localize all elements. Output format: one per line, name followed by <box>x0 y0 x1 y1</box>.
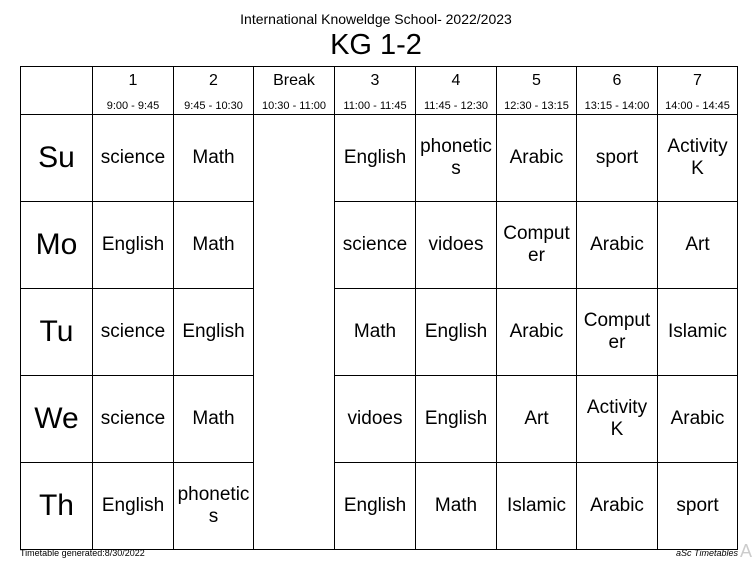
period-number: 2 <box>209 71 218 89</box>
lesson-cell: science <box>93 115 174 202</box>
lesson-cell: sport <box>658 463 738 550</box>
lesson-cell: Arabic <box>577 202 658 289</box>
break-label: Break <box>273 71 315 89</box>
break-column <box>254 115 335 550</box>
lesson-cell: Arabic <box>497 115 577 202</box>
lesson-cell <box>658 115 738 202</box>
lesson-cell: Islamic <box>658 289 738 376</box>
period-time: 12:30 - 13:15 <box>504 99 569 112</box>
lesson-cell: English <box>416 376 497 463</box>
lesson-cell <box>577 376 658 463</box>
period-time: 9:00 - 9:45 <box>106 99 160 112</box>
day-label: Mo <box>21 202 93 289</box>
lesson-cell <box>497 202 577 289</box>
period-header <box>174 67 254 115</box>
period-time: 11:45 - 12:30 <box>423 99 488 112</box>
lesson-cell: English <box>416 289 497 376</box>
class-title: KG 1-2 <box>330 29 422 61</box>
generated-date: Timetable generated:8/30/2022 <box>20 548 145 558</box>
school-title: International Knoweldge School- 2022/2023 <box>240 11 512 27</box>
lesson-line: er <box>608 332 626 353</box>
day-row-tu <box>21 289 738 376</box>
period-header <box>93 67 174 115</box>
day-row-th <box>21 463 738 550</box>
corner-cell <box>21 67 93 115</box>
lesson-line: s <box>451 158 461 179</box>
lesson-cell: Art <box>497 376 577 463</box>
lesson-cell: Art <box>658 202 738 289</box>
day-label: Su <box>21 115 93 202</box>
day-row-mo <box>21 202 738 289</box>
break-header <box>254 67 335 115</box>
period-time: 11:00 - 11:45 <box>343 99 407 112</box>
lesson-cell: vidoes <box>416 202 497 289</box>
lesson-cell: English <box>174 289 254 376</box>
lesson-cell: science <box>335 202 416 289</box>
lesson-cell: vidoes <box>335 376 416 463</box>
lesson-cell: Math <box>416 463 497 550</box>
lesson-cell: Islamic <box>497 463 577 550</box>
lesson-cell: English <box>335 463 416 550</box>
lesson-cell: science <box>93 289 174 376</box>
lesson-line: phonetic <box>420 136 492 157</box>
period-time: 13:15 - 14:00 <box>584 99 650 112</box>
lesson-cell: Arabic <box>577 463 658 550</box>
period-header <box>497 67 577 115</box>
lesson-cell: sport <box>577 115 658 202</box>
period-header <box>416 67 497 115</box>
brand-label: aSc Timetables <box>676 548 738 558</box>
lesson-line: Activity <box>667 136 728 157</box>
period-number: 3 <box>370 71 380 89</box>
lesson-cell: Math <box>174 376 254 463</box>
day-row-su <box>21 115 738 202</box>
period-number: 4 <box>451 71 461 89</box>
lesson-line: K <box>610 419 624 440</box>
lesson-line: er <box>528 245 545 266</box>
lesson-cell <box>577 289 658 376</box>
period-number: 1 <box>128 71 138 89</box>
lesson-line: K <box>691 158 704 179</box>
period-header-row <box>21 67 738 115</box>
period-header <box>658 67 738 115</box>
break-time: 10:30 - 11:00 <box>261 99 326 112</box>
lesson-cell: English <box>335 115 416 202</box>
lesson-cell: Math <box>174 202 254 289</box>
period-time: 14:00 - 14:45 <box>665 99 730 112</box>
lesson-cell <box>416 115 497 202</box>
lesson-cell: English <box>93 463 174 550</box>
period-number: 7 <box>693 71 702 89</box>
day-label: We <box>21 376 93 463</box>
lesson-line: Comput <box>583 310 651 331</box>
lesson-line: s <box>208 506 219 527</box>
lesson-line: Activity <box>586 397 648 418</box>
period-header <box>335 67 416 115</box>
period-time: 9:45 - 10:30 <box>184 99 243 112</box>
lesson-cell: Arabic <box>497 289 577 376</box>
day-label: Th <box>21 463 93 550</box>
edge-glyph: A <box>740 541 752 561</box>
lesson-cell: science <box>93 376 174 463</box>
lesson-line: phonetic <box>177 484 250 505</box>
lesson-cell: Arabic <box>658 376 738 463</box>
lesson-cell <box>174 463 254 550</box>
lesson-cell: Math <box>335 289 416 376</box>
lesson-cell: Math <box>174 115 254 202</box>
timetable <box>20 66 738 550</box>
day-row-we <box>21 376 738 463</box>
lesson-cell: English <box>93 202 174 289</box>
period-number: 6 <box>612 71 622 89</box>
period-header <box>577 67 658 115</box>
day-label: Tu <box>21 289 93 376</box>
lesson-line: Comput <box>503 223 570 244</box>
period-number: 5 <box>532 71 541 89</box>
